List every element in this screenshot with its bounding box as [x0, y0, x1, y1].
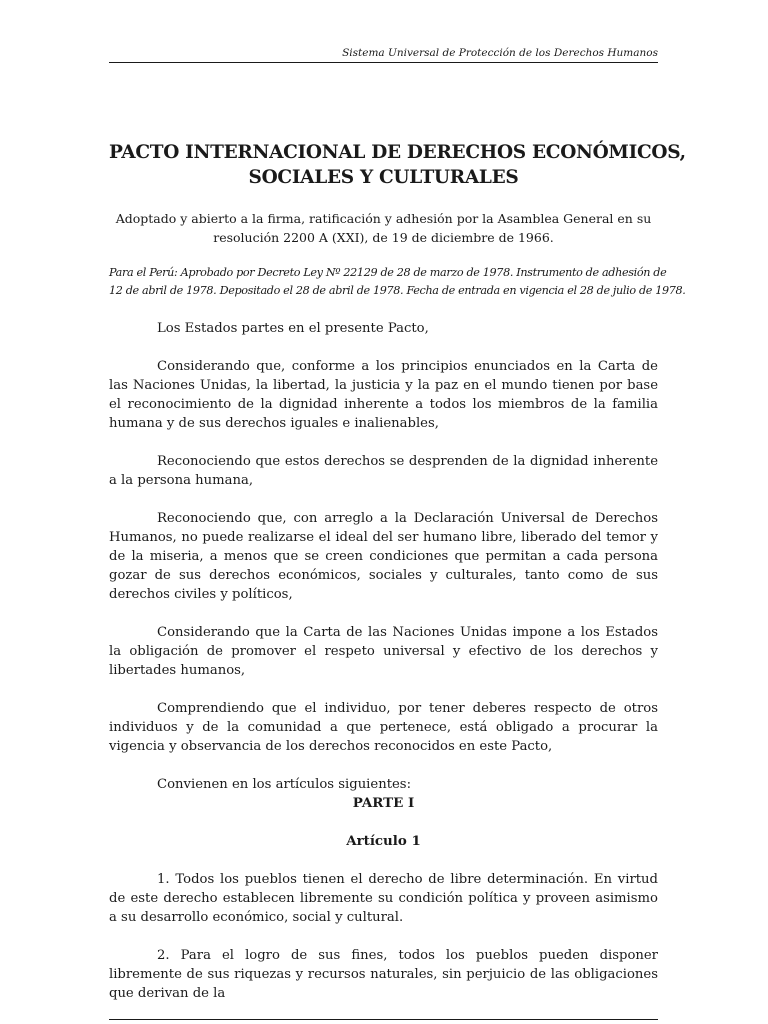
adoption-line: Adoptado y abierto a la firma, ratificación y adhesión por la Asamblea General en su	[115, 211, 652, 226]
preamble-paragraph: Convienen en los artículos siguientes:	[157, 777, 412, 792]
preamble-paragraph: Considerando que la Carta de las Naciones Unidas impone a los Estados la obligación de promover el respeto universal y efectivo de los derechos y libertades humanos,	[109, 625, 658, 678]
footer-rule	[109, 1019, 658, 1020]
document-title-line: SOCIALES Y CULTURALES	[248, 167, 519, 188]
article-heading: Artículo 1	[346, 833, 421, 849]
preamble-paragraph: Comprendiendo que el individuo, por tener deberes respecto de otros individuos y de la comunidad a que pertenece, está obligado a procurar la vigencia y observancia de los derechos reconocidos en este Pacto,	[109, 701, 658, 754]
preamble-paragraph: Reconociendo que estos derechos se desprenden de la dignidad inherente a la persona humana,	[109, 454, 658, 488]
running-header: Sistema Universal de Protección de los Derechos Humanos	[342, 47, 658, 59]
preamble-paragraph: Considerando que, conforme a los principios enunciados en la Carta de las Naciones Unidas, la libertad, la justicia y la paz en el mundo tienen por base el reconocimiento de la dignidad inherente a todos los miembros de la familia humana y de sus derechos iguales e inalienables,	[109, 359, 658, 431]
document-title-line: PACTO INTERNACIONAL DE DERECHOS ECONÓMICOS,	[109, 142, 686, 163]
preamble-paragraph: Los Estados partes en el presente Pacto,	[157, 321, 429, 336]
article-paragraph: 2. Para el logro de sus fines, todos los pueblos pueden disponer libremente de sus riquezas y recursos naturales, sin perjuicio de las obligaciones que derivan de la	[109, 948, 658, 1001]
document-title	[109, 140, 686, 190]
part-heading: PARTE I	[352, 795, 415, 811]
adoption-line: resolución 2200 A (XXI), de 19 de diciembre de 1966.	[213, 230, 554, 245]
preamble-paragraph: Reconociendo que, con arreglo a la Declaración Universal de Derechos Humanos, no puede realizarse el ideal del ser humano libre, liberado del temor y de la miseria, a menos que se creen condiciones que permitan a cada persona gozar de sus derechos económicos, sociales y culturales, tanto como de sus derechos civiles y políticos,	[109, 511, 658, 602]
peru-approval-note	[109, 264, 686, 300]
header-rule	[109, 62, 658, 63]
peru-note-line: 12 de abril de 1978. Depositado el 28 de abril de 1978. Fecha de entrada en vigencia el 28 de julio de 1978.	[109, 284, 686, 297]
article-paragraph: 1. Todos los pueblos tienen el derecho de libre determinación. En virtud de este derecho establecen libremente su condición política y proveen asimismo a su desarrollo económico, social y cultural.	[109, 872, 658, 925]
adoption-statement	[109, 209, 658, 247]
document-body	[109, 140, 686, 1003]
peru-note-line: Para el Perú: Aprobado por Decreto Ley Nº 22129 de 28 de marzo de 1978. Instrumento de adhesión de	[109, 266, 667, 279]
